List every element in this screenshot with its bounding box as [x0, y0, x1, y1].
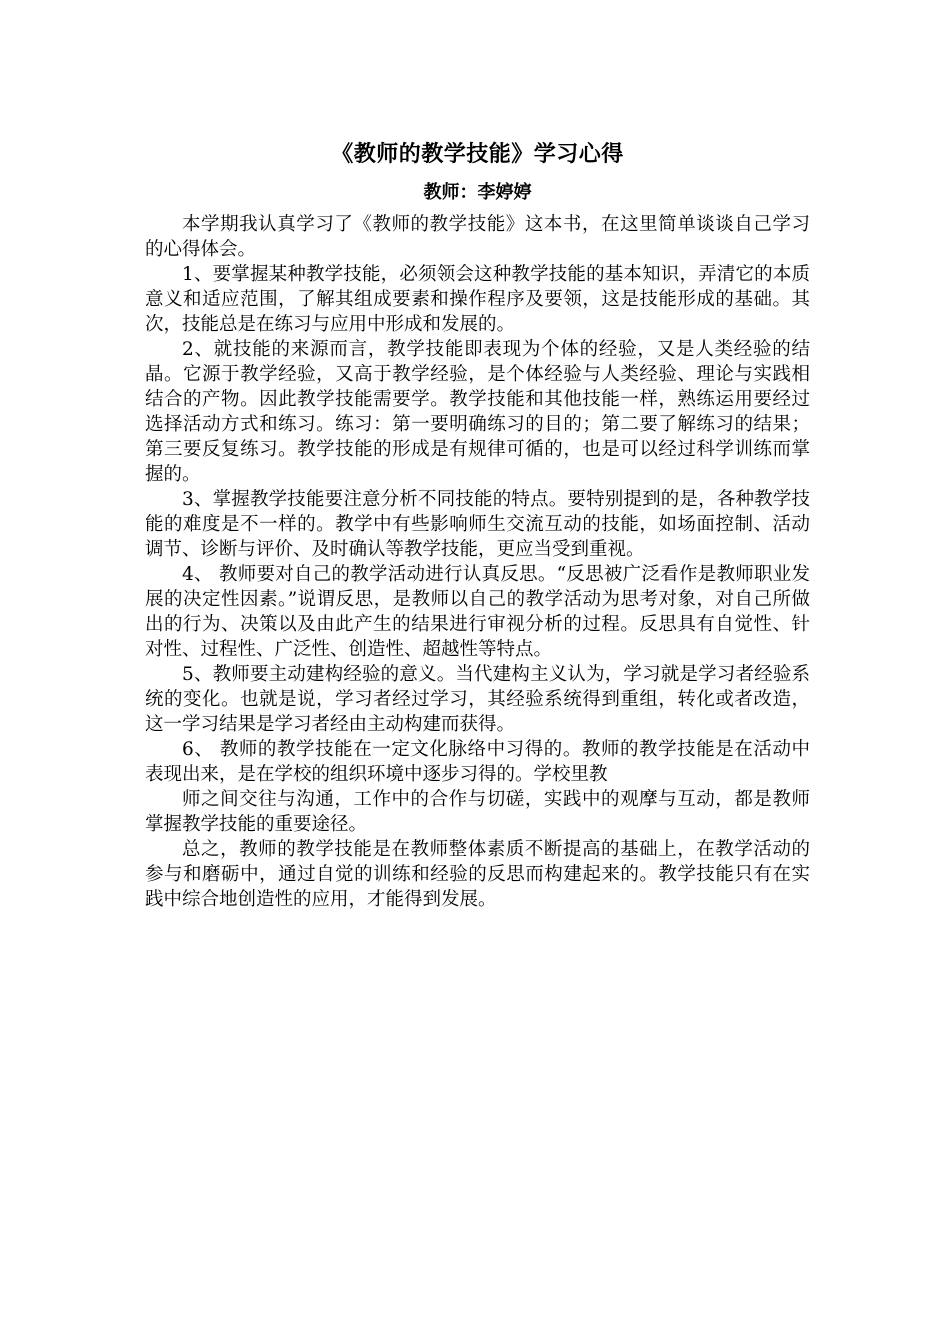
document-content [145, 138, 810, 912]
paragraph-6: 6、 教师的教学技能在一定文化脉络中习得的。教师的教学技能是在活动中表现出来，是在学校的组织环境中逐步习得的。学校里教 [145, 739, 810, 785]
paragraph-intro: 本学期我认真学习了《教师的教学技能》这本书，在这里简单谈谈自己学习的心得体会。 [145, 214, 810, 260]
paragraph-6-continued: 师之间交往与沟通，工作中的合作与切磋，实践中的观摩与互动，都是教师掌握教学技能的重要途径。 [145, 789, 810, 835]
paragraph-2: 2、就技能的来源而言，教学技能即表现为个体的经验，又是人类经验的结晶。它源于教学经验，又高于教学经验，是个体经验与人类经验、理论与实践相结合的产物。因此教学技能需要学。教学技能和其他技能一样，熟练运用要经过选择活动方式和练习。练习：第一要明确练习的目的；第二要了解练习的结果；第三要反复练习。教学技能的形成是有规律可循的，也是可以经过科学训练而掌握的。 [145, 339, 810, 485]
paragraph-conclusion: 总之，教师的教学技能是在教师整体素质不断提高的基础上，在教学活动的参与和磨砺中，通过自觉的训练和经验的反思而构建起来的。教学技能只有在实践中综合地创造性的应用，才能得到发展。 [145, 839, 810, 910]
paragraph-5: 5、教师要主动建构经验的意义。当代建构主义认为，学习就是学习者经验系统的变化。也就是说，学习者经过学习，其经验系统得到重组，转化或者改造，这一学习结果是学习者经由主动构建而获得。 [145, 664, 810, 735]
document-body [145, 212, 810, 912]
paragraph-1: 1、要掌握某种教学技能，必须领会这种教学技能的基本知识，弄清它的本质意义和适应范围，了解其组成要素和操作程序及要领，这是技能形成的基础。其次，技能总是在练习与应用中形成和发展的。 [145, 264, 810, 335]
paragraph-4: 4、 教师要对自己的教学活动进行认真反思。“反思被广泛看作是教师职业发展的决定性因素。”说谓反思，是教师以自己的教学活动为思考对象，对自己所做出的行为、决策以及由此产生的结果进行审视分析的过程。反思具有自觉性、针对性、过程性、广泛性、创造性、超越性等特点。 [145, 564, 810, 660]
document-title: 《教师的教学技能》学习心得 [331, 142, 624, 167]
paragraph-3: 3、掌握教学技能要注意分析不同技能的特点。要特别提到的是，各种教学技能的难度是不一样的。教学中有些影响师生交流互动的技能，如场面控制、活动调节、诊断与评价、及时确认等教学技能，更应当受到重视。 [145, 489, 810, 560]
document-author: 教师：李婷婷 [423, 182, 532, 203]
